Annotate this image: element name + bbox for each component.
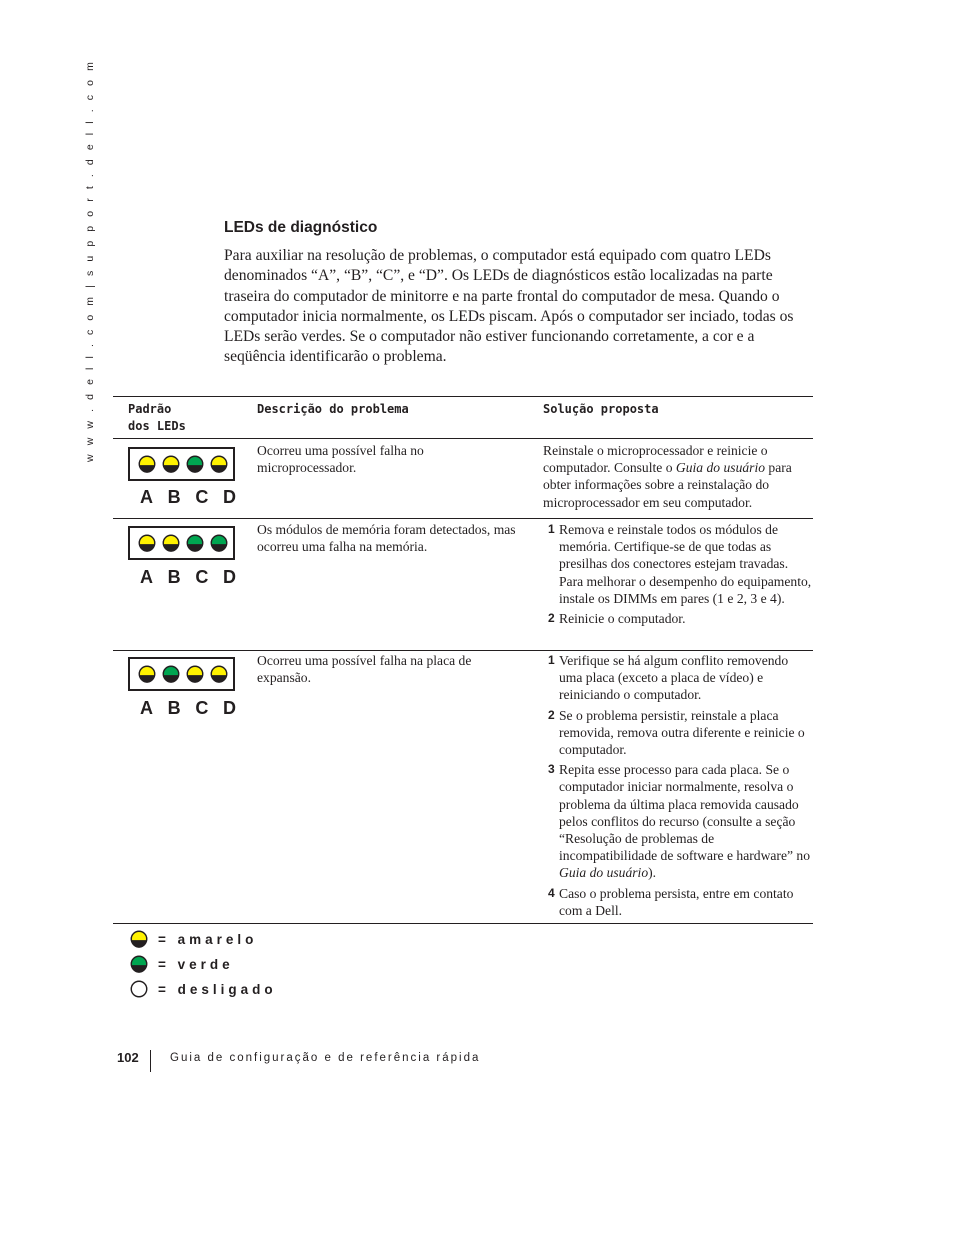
- legend-yellow: [130, 930, 257, 948]
- solution-row3: [543, 652, 813, 922]
- side-url: w w w . d e l l . c o m | s u p p o r t . d e l l . c o m: [84, 59, 96, 462]
- solution-row1-part2: para obter informações sobre a reinstalação do microprocessador em seu computador.: [543, 460, 792, 510]
- intro-paragraph: Para auxiliar na resolução de problemas, o computador está equipado com quatro LEDs denominados “A”, “B”, “C”, e “D”. Os LEDs de diagnósticos estão localizadas na parte traseira do computador de minitorre e na parte frontal do computador de mesa. Quando o computador inicia normalmente, os LEDs piscam. Após o computador ser inciado, todas os LEDs serão verdes. Se o computador não estiver funcionando corretamente, a cor e a seqüência identificarão o problema.: [224, 247, 794, 366]
- led-letters-row2: [140, 567, 236, 588]
- led-letter: A: [140, 487, 153, 507]
- header-description: Descrição do problema: [257, 402, 409, 416]
- solution-row2: [543, 521, 813, 630]
- led-letters-row3: [140, 698, 236, 719]
- led-letter: C: [195, 487, 209, 507]
- legend-label-yellow: = amarelo: [158, 931, 258, 947]
- step-text: Caso o problema persista, entre em contato com a Dell.: [559, 885, 794, 918]
- led-green-icon: [186, 534, 204, 552]
- solution-step: [543, 521, 813, 607]
- description-row1: Ocorreu uma possível falha no microprocessador.: [257, 443, 424, 476]
- solution-row1-part1: Reinstale o microprocessador e reinicie o computador. Consulte o: [543, 443, 768, 476]
- step-text: Se o problema persistir, reinstale a placa removida, remova outra diferente e reinicie o computador.: [559, 707, 805, 758]
- legend-off: [130, 980, 277, 998]
- led-letter: D: [222, 698, 236, 718]
- step-after: ).: [648, 865, 657, 881]
- led-letters-row1: [140, 487, 236, 508]
- led-yellow-icon: [210, 455, 228, 473]
- section-heading: LEDs de diagnóstico: [224, 219, 378, 236]
- header-pattern: [128, 401, 186, 435]
- step-text: Repita esse processo para cada placa. Se o computador iniciar normalmente, resolva o problema da última placa removida causado pelos conflitos do recurso (consulte a seção “Resolução de problemas de incompatibilidade de software e hardware” no: [559, 762, 810, 864]
- led-yellow-icon: [186, 665, 204, 683]
- page-number: 102: [117, 1050, 139, 1065]
- led-yellow-icon: [162, 455, 180, 473]
- legend-label-off: = desligado: [158, 981, 277, 997]
- footer-divider: [150, 1050, 151, 1072]
- led-pattern-row1: [128, 447, 235, 481]
- led-green-icon: [210, 534, 228, 552]
- step-number: 1: [548, 653, 555, 667]
- row1-bottom-rule: [113, 518, 813, 519]
- step-text: Verifique se há algum conflito removendo uma placa (exceto a placa de vídeo) e reiniciando o computador.: [559, 653, 789, 703]
- led-letter: B: [167, 487, 181, 507]
- led-pattern-row3: [128, 657, 235, 691]
- step-number: 3: [548, 762, 555, 777]
- led-letter: D: [222, 487, 236, 507]
- step-text: Remova e reinstale todos os módulos de memória. Certifique-se de que todas as presilhas dos conectores estejam travadas. Para melhorar o desempenho do equipamento, instale os DIMMs em pares (1 e 2, 3 e 4).: [559, 522, 812, 606]
- led-letter: A: [140, 698, 153, 718]
- led-off-icon: [130, 980, 148, 998]
- header-pattern-line1: Padrão: [128, 402, 172, 416]
- step-number: 4: [548, 885, 555, 900]
- footer-title: Guia de configuração e de referência rápida: [170, 1052, 481, 1064]
- led-letter: B: [167, 567, 181, 587]
- step-number: 1: [548, 522, 555, 536]
- legend-green: [130, 955, 234, 973]
- step-number: 2: [548, 611, 555, 626]
- led-letter: C: [195, 698, 209, 718]
- led-letter: D: [222, 567, 236, 587]
- solution-row1-italic: Guia do usuário: [675, 460, 766, 476]
- led-letter: A: [140, 567, 153, 587]
- table-top-rule: [113, 396, 813, 397]
- table-bottom-rule: [113, 923, 813, 924]
- table-header-rule: [113, 438, 813, 439]
- led-yellow-icon: [138, 534, 156, 552]
- led-yellow-icon: [210, 665, 228, 683]
- description-row2: Os módulos de memória foram detectados, mas ocorreu uma falha na memória.: [257, 522, 516, 555]
- step-italic: Guia do usuário: [559, 865, 649, 881]
- solution-step: [543, 652, 813, 704]
- led-green-icon: [130, 955, 148, 973]
- led-pattern-row2: [128, 526, 235, 560]
- solution-step: [543, 885, 813, 919]
- row2-bottom-rule: [113, 650, 813, 651]
- solution-step: [543, 610, 813, 627]
- step-text: Reinicie o computador.: [559, 611, 686, 627]
- led-yellow-icon: [138, 455, 156, 473]
- led-yellow-icon: [130, 930, 148, 948]
- led-letter: C: [195, 567, 209, 587]
- header-solution: Solução proposta: [543, 402, 659, 416]
- header-pattern-line2: dos LEDs: [128, 419, 186, 433]
- description-row3: Ocorreu uma possível falha na placa de expansão.: [257, 653, 472, 686]
- led-green-icon: [186, 455, 204, 473]
- led-green-icon: [162, 665, 180, 683]
- solution-row1: [543, 442, 813, 511]
- step-number: 2: [548, 707, 555, 722]
- led-yellow-icon: [162, 534, 180, 552]
- legend-label-green: = verde: [158, 956, 234, 972]
- solution-step: [543, 707, 813, 759]
- solution-step: [543, 761, 813, 881]
- led-yellow-icon: [138, 665, 156, 683]
- led-letter: B: [167, 698, 181, 718]
